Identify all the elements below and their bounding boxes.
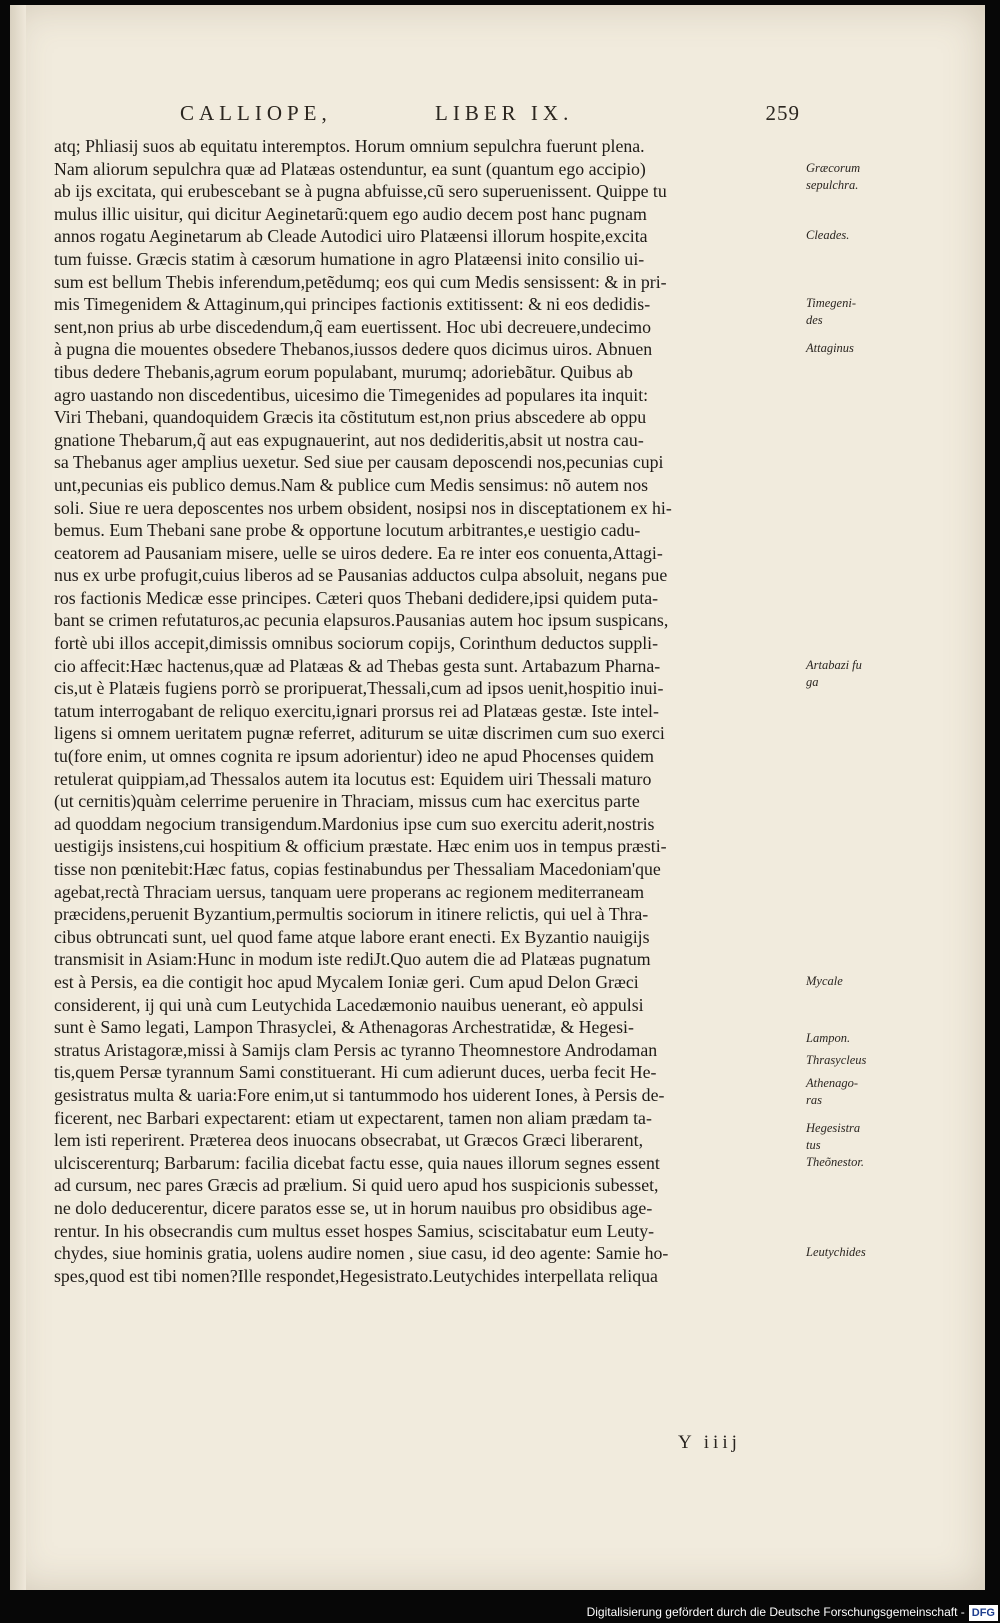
text-line: cis,ut è Platæis fugiens porrò se proripuerat,Thessali,cum ad ipsos uenit,hospitio inui- [54,678,664,699]
text-line: cio affecit:Hæc hactenus,quæ ad Platæas & ad Thebas gesta sunt. Artabazum Pharna- [54,655,661,676]
margin-note: Mycale [806,974,843,989]
text-line: fortè ubi illos accepit,dimissis omnibus sociorum copijs, Corinthum deductos suppli- [54,633,659,654]
text-line: annos rogatu Aeginetarum ab Cleade Autodici uiro Platæensi illorum hospite,excita [54,226,648,247]
text-line: gesistratus multa & uaria:Fore enim,ut si tantummodo hos uiderent Iones, à Persis de- [54,1084,665,1105]
text-line: spes,quod est tibi nomen?Ille respondet,Hegesistrato.Leutychides interpellata reliqua [54,1265,658,1286]
text-line: uestigijs insistens,cui hospitium & officium præstate. Hæc enim uos in tempus præsti- [54,836,667,857]
margin-note: Cleades. [806,228,850,243]
text-line: soli. Siue re uera deposcentes nos urbem obsident, nosipsi nos in disceptationem ex hi- [54,497,672,518]
text-line: lem isti reperirent. Præterea deos inuocans obsecrabat, ut Græcos Græci liberarent, [54,1130,644,1151]
margin-note: Artabazi fu ga [806,657,862,689]
text-line: considerent, ij qui unà cum Leutychida Lacedæmonio nauibus uenerant, eò appulsi [54,994,644,1015]
text-line: Viri Thebani, quandoquidem Græcis ita cõstitutum est,non prius abscedere ab oppu [54,407,647,428]
text-line: ad cursum, nec pares Græcis ad prælium. Si quid uero apud hos suspicionis subesset, [54,1175,659,1196]
text-line: rentur. In his obsecrandis cum multus esset hospes Samius, sciscitabatur eum Leuty- [54,1220,655,1241]
text-line: ceatorem ad Pausaniam misere, uelle se uiros dedere. Ea re inter eos conuenta,Attagi- [54,542,663,563]
margin-note: Græcorum sepulchra. [806,160,861,192]
text-line: tatum interrogabant de reliquo exercitu,ignari prorsus rei ad Platæas gestæ. Iste intel- [54,700,659,721]
text-line: ad quoddam negocium transigendum.Mardonius ipse cum suo exercitu aderit,nostris [54,813,655,834]
text-line: ligens si omnem ueritatem pugnæ referret, aditurum se uitæ discrimen cum suo exerci [54,723,665,744]
margin-note: Theõnestor. [806,1155,864,1169]
page-gutter [10,5,26,1590]
text-line: chydes, siue hominis gratia, uolens audire nomen , siue casu, id deo agente: Samie ho- [54,1243,669,1264]
text-line: ab ijs excitata, qui erubescebant se à pugna abfuisse,cũ sero superuenissent. Quippe tu [54,181,667,202]
margin-note: Timegeni- des [806,296,856,328]
running-head-liber: LIBER IX. [435,101,574,125]
text-line: stratus Aristagoræ,missi à Samijs clam Persis ac tyranno Theomnestore Androdaman [54,1039,658,1060]
text-line: Nam aliorum sepulchra quæ ad Platæas ostenduntur, ea sunt (quantum ego accipio) [54,158,646,179]
margin-note: Thrasycleus [806,1053,867,1068]
text-line: cibus obtruncati sunt, uel quod fame atque labore erant enecti. Ex Byzantio nauigijs [54,926,650,947]
text-line: sa Thebanus ager amplius uexetur. Sed siue per causam deposcendi nos,pecunias cupi [54,452,664,473]
text-line: retulerat quippiam,ad Thessalos autem ita locutus est: Equidem uiri Thessali maturo [54,768,652,789]
text-line: transmisit in Asiam:Hunc in modum iste rediJt.Quo autem die ad Platæas pugnatum [54,949,651,970]
text-line: est à Persis, ea die contigit hoc apud Mycalem Ioniæ geri. Cum apud Delon Græci [54,971,639,992]
text-line: gnatione Thebarum,q̃ aut eas expugnauerint, aut nos dedideritis,absit ut nostra cau- [54,429,644,450]
text-line: mulus illic uisitur, qui dicitur Aeginetarũ:quem ego audio decem post hanc pugnam [54,203,647,224]
text-line: tu(fore enim, ut omnes cognita re ipsum adorientur) ideo ne apud Phocenses quidem [54,746,654,767]
text-line: à pugna die mouentes obsedere Thebanos,iussos dedere quos dicimus uiros. Abnuen [54,339,653,360]
text-line: tibus dedere Thebanis,agrum eorum populabant, murumq; adoriebãtur. Quibus ab [54,361,633,382]
margin-note: Athenago- ras [806,1075,859,1107]
page-number: 259 [765,101,800,125]
margin-note: Attaginus [806,341,854,356]
text-line: agebat,rectà Thraciam uersus, tanquam uere properans ac regionem mediterraneam [54,881,645,902]
text-line: unt,pecunias eis publico demus.Nam & publice cum Medis sensimus: nõ autem nos [54,474,649,495]
running-head [180,101,800,127]
running-head-book: CALLIOPE, [180,101,332,125]
text-line: sent,non prius ab urbe discedendum,q̃ eam euertissent. Hoc ubi decreuere,undecimo [54,316,651,337]
dfg-logo: DFG [969,1605,998,1621]
text-line: sunt è Samo legati, Lampon Thrasyclei, & Athenagoras Archestratidæ, & Hegesi- [54,1017,634,1038]
text-line: tum fuisse. Græcis statim à cæsorum humatione in agro Platæensi inito consilio ui- [54,248,645,269]
text-line: tisse non pœnitebit:Hæc fatus, copias festinabundus per Thessaliam Macedoniam'que [54,859,661,879]
margin-note: Hegesistra tus [806,1121,861,1153]
text-line: ros factionis Medicæ esse principes. Cæteri quos Thebani dedidere,ipsi quidem puta- [54,587,659,608]
margin-note: Leutychides [806,1245,866,1260]
text-line: nus ex urbe profugit,cuius liberos ad se Pausanias adductos culpa absoluit, negans pue [54,565,668,586]
text-line: mis Timegenidem & Attaginum,qui principes factionis extitissent: & ni eos dedidis- [54,294,651,315]
text-line: atq; Phliasij suos ab equitatu interemptos. Horum omnium sepulchra fuerunt plena. [54,136,645,156]
text-line: præcidens,peruenit Byzantium,permultis sociorum in itinere relictis, qui uel à Thra- [54,904,649,925]
digitization-footer [587,1603,998,1621]
text-line: tis,quem Persæ tyrannum Sami constituerant. Hi cum adierunt duces, uerba fecit He- [54,1062,657,1083]
footer-text: Digitalisierung gefördert durch die Deutsche Forschungsgemeinschaft - [586,1605,965,1619]
margin-note: Lampon. [806,1030,851,1045]
text-line: bemus. Eum Thebani sane probe & opportune locutum arbitrantes,e uestigio cadu- [54,520,641,541]
text-line: bant se crimen refutaturos,ac pecunia elapsuros.Pausanias autem hoc ipsum suspicans, [54,610,669,631]
text-line: ficerent, nec Barbari expectarent: etiam ut expectarent, tamen non aliam prædam ta- [54,1107,652,1128]
text-line: sum est bellum Thebis inferendum,petẽdumq; eos qui cum Medis sensissent: & in pri- [54,271,667,292]
body-text [54,135,806,1287]
text-line: (ut cernitis)quàm celerrime peruenire in Thraciam, missus cum hac exercitus parte [54,791,640,812]
text-line: agro uastando non discedentibus, uicesimo die Timegenides ad populares ita inquit: [54,384,649,405]
text-line: ulciscerenturq; Barbarum: facilia dicebat factu esse, quia naues illorum segnes essent [54,1152,660,1173]
book-page [10,5,985,1590]
text-line: ne dolo deducerentur, dicere paratos esse se, ut in horum nauibus pro obsidibus age- [54,1197,653,1218]
signature-mark: Y iiij [678,1432,741,1453]
